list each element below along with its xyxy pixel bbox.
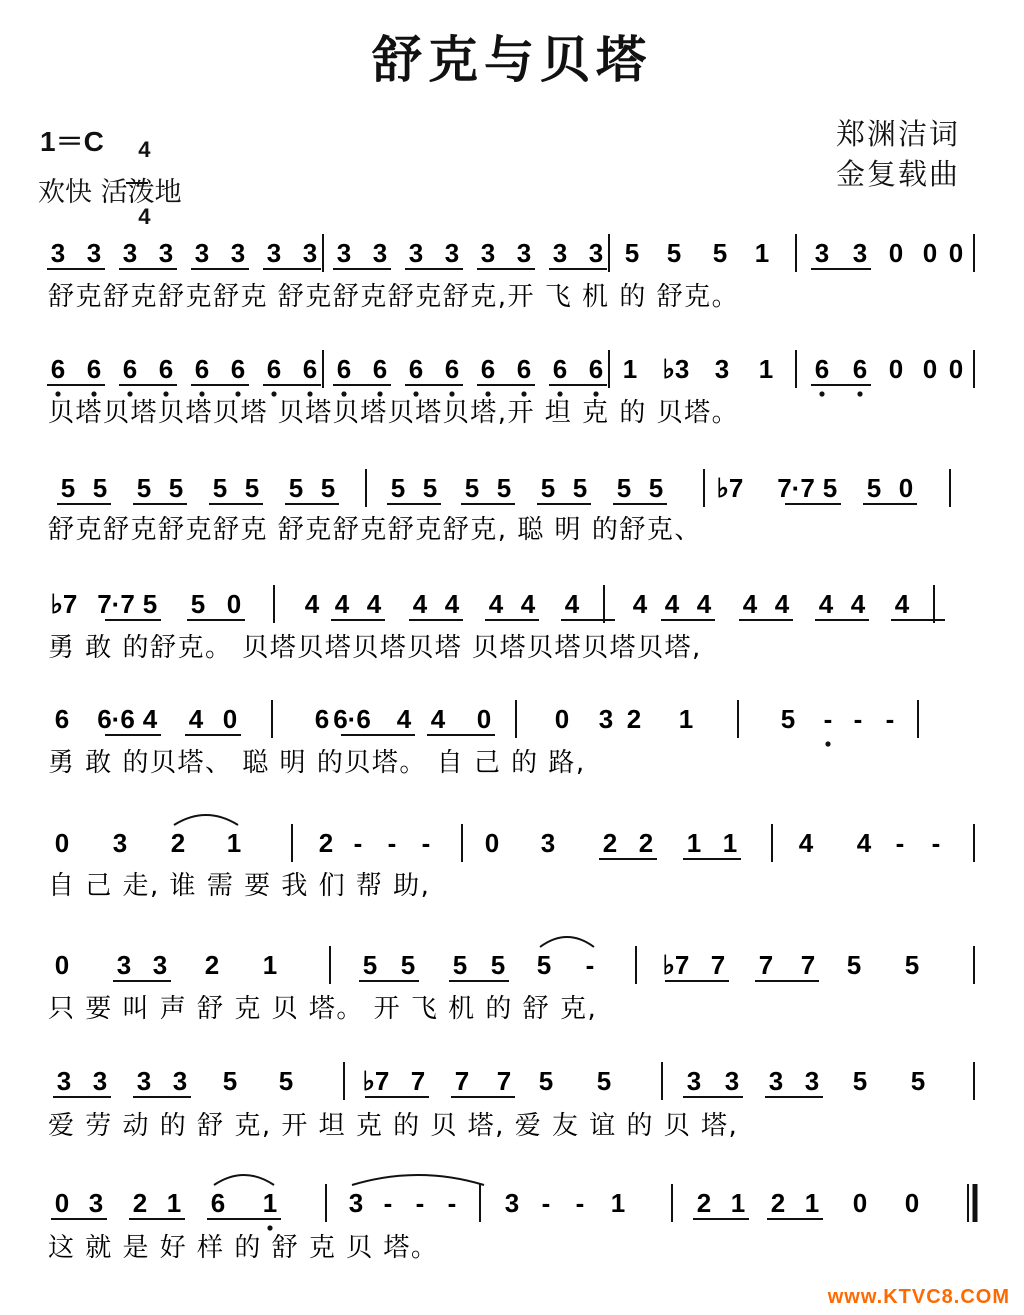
low-octave-dot <box>235 391 240 396</box>
lyric-line: 贝塔贝塔贝塔贝塔 贝塔贝塔贝塔贝塔,开 坦 克 的 贝塔。 <box>48 398 740 428</box>
note: 3 <box>768 1066 784 1096</box>
note: 5 <box>780 704 796 734</box>
note: 2 <box>170 828 186 858</box>
low-octave-dot <box>271 391 276 396</box>
note: 5 <box>866 473 882 503</box>
note: 6 <box>230 354 246 384</box>
note: 2 <box>696 1188 712 1218</box>
note: ♭7 <box>716 473 744 503</box>
note: 6 <box>814 354 830 384</box>
note: 4 <box>488 589 504 619</box>
note: 1 <box>804 1188 820 1218</box>
site-watermark: www.KTVC8.COM <box>827 1286 1010 1308</box>
note: 5 <box>496 473 512 503</box>
note: ♭7 <box>50 589 78 619</box>
note: 0 <box>948 238 964 268</box>
note: 7 <box>800 950 816 980</box>
note: 5 <box>168 473 184 503</box>
note: 3 <box>408 238 424 268</box>
note: 1 <box>730 1188 746 1218</box>
time-numerator: 4 <box>138 137 151 162</box>
lyric-line: 勇 敢 的舒克。 贝塔贝塔贝塔贝塔 贝塔贝塔贝塔贝塔, <box>48 633 702 663</box>
note: 4 <box>664 589 680 619</box>
note: 4 <box>856 828 872 858</box>
note: 5 <box>400 950 416 980</box>
note: 5 <box>666 238 682 268</box>
low-octave-dot <box>521 391 526 396</box>
note: 3 <box>266 238 282 268</box>
sustain-dash: - <box>575 1188 585 1218</box>
low-octave-dot <box>413 391 418 396</box>
note: 2 <box>602 828 618 858</box>
note: 0 <box>222 704 238 734</box>
note: 4 <box>564 589 580 619</box>
note: 0 <box>54 1188 70 1218</box>
note: 5 <box>540 473 556 503</box>
note: 4 <box>894 589 910 619</box>
note: 4 <box>188 704 204 734</box>
note: 3 <box>152 950 168 980</box>
note: 2 <box>770 1188 786 1218</box>
note: 0 <box>554 704 570 734</box>
low-octave-dot <box>485 391 490 396</box>
note: 4 <box>412 589 428 619</box>
note: 5 <box>712 238 728 268</box>
note: 5 <box>452 950 468 980</box>
note: 0 <box>922 354 938 384</box>
note: 3 <box>444 238 460 268</box>
note: 7 <box>410 1066 426 1096</box>
lyric-line: 这 就 是 好 样 的 舒 克 贝 塔。 <box>48 1233 439 1263</box>
low-octave-dot <box>341 391 346 396</box>
note: 6 <box>50 354 66 384</box>
note: 3 <box>686 1066 702 1096</box>
sustain-dash: - <box>421 828 431 858</box>
lyric-line: 勇 敢 的贝塔、 聪 明 的贝塔。 自 己 的 路, <box>48 748 586 778</box>
note: 7·7 <box>97 589 135 619</box>
lyric-line: 舒克舒克舒克舒克 舒克舒克舒克舒克, 聪 明 的舒克、 <box>48 515 702 545</box>
note: 4 <box>366 589 382 619</box>
note: 3 <box>348 1188 364 1218</box>
note: 7 <box>454 1066 470 1096</box>
note: 4 <box>430 704 446 734</box>
sustain-dash: - <box>853 704 863 734</box>
note: 2 <box>132 1188 148 1218</box>
sustain-dash: - <box>387 828 397 858</box>
note: 3 <box>88 1188 104 1218</box>
note: 0 <box>904 1188 920 1218</box>
note: 3 <box>230 238 246 268</box>
low-octave-dot <box>91 391 96 396</box>
note: 0 <box>54 950 70 980</box>
note: 5 <box>422 473 438 503</box>
note: 5 <box>822 473 838 503</box>
note: 3 <box>516 238 532 268</box>
sustain-dash: - <box>931 828 941 858</box>
note: 5 <box>288 473 304 503</box>
note: 0 <box>476 704 492 734</box>
note: 1 <box>722 828 738 858</box>
note: 1 <box>754 238 770 268</box>
note: 3 <box>372 238 388 268</box>
note: 3 <box>540 828 556 858</box>
slur <box>214 1175 274 1185</box>
low-octave-dot <box>449 391 454 396</box>
note: 4 <box>142 704 158 734</box>
note: 6 <box>552 354 568 384</box>
note: 5 <box>464 473 480 503</box>
note: 3 <box>480 238 496 268</box>
note: 0 <box>888 354 904 384</box>
note: 5 <box>536 950 552 980</box>
note: 5 <box>846 950 862 980</box>
note: 1 <box>678 704 694 734</box>
note: 6 <box>210 1188 226 1218</box>
note: 5 <box>910 1066 926 1096</box>
note: 2 <box>204 950 220 980</box>
note: 4 <box>396 704 412 734</box>
low-octave-dot <box>819 391 824 396</box>
sustain-dash: - <box>585 950 595 980</box>
sustain-dash: - <box>823 704 833 734</box>
note: 4 <box>334 589 350 619</box>
note: 4 <box>696 589 712 619</box>
note: 5 <box>904 950 920 980</box>
note: 5 <box>538 1066 554 1096</box>
note: 3 <box>158 238 174 268</box>
note: ♭7 <box>362 1066 390 1096</box>
note: 6 <box>444 354 460 384</box>
low-octave-dot <box>163 391 168 396</box>
note: 5 <box>390 473 406 503</box>
note: 1 <box>262 1188 278 1218</box>
note: 4 <box>304 589 320 619</box>
note: 4 <box>850 589 866 619</box>
note: 3 <box>714 354 730 384</box>
song-title: 舒克与贝塔 <box>372 30 652 89</box>
lyric-line: 爱 劳 动 的 舒 克, 开 坦 克 的 贝 塔, 爱 友 谊 的 贝 塔, <box>48 1111 739 1141</box>
note: 3 <box>336 238 352 268</box>
note: 3 <box>302 238 318 268</box>
sustain-dash: - <box>885 704 895 734</box>
composer-credit: 金复载曲 <box>836 157 961 191</box>
note: 3 <box>86 238 102 268</box>
note: 4 <box>632 589 648 619</box>
slur <box>352 1175 484 1185</box>
note: 5 <box>136 473 152 503</box>
note: 6 <box>372 354 388 384</box>
tempo-marking: 欢快 活泼地 <box>38 177 182 208</box>
note: 3 <box>194 238 210 268</box>
note: 6 <box>516 354 532 384</box>
note: 3 <box>116 950 132 980</box>
note: 6 <box>336 354 352 384</box>
note: 0 <box>484 828 500 858</box>
note: 1 <box>262 950 278 980</box>
low-octave-dot <box>199 391 204 396</box>
note: 5 <box>852 1066 868 1096</box>
note: 6 <box>408 354 424 384</box>
sustain-dash: - <box>383 1188 393 1218</box>
note: 6 <box>194 354 210 384</box>
lyricist-credit: 郑渊洁词 <box>836 117 961 151</box>
sustain-dash: - <box>447 1188 457 1218</box>
low-octave-dot <box>55 391 60 396</box>
note: 3 <box>814 238 830 268</box>
note: 1 <box>610 1188 626 1218</box>
note: 7 <box>710 950 726 980</box>
key-signature: 1＝C <box>40 126 104 157</box>
note: 0 <box>54 828 70 858</box>
low-octave-dot <box>857 391 862 396</box>
note: 3 <box>598 704 614 734</box>
note: 5 <box>362 950 378 980</box>
note: 6 <box>266 354 282 384</box>
note: 6 <box>86 354 102 384</box>
note: 3 <box>50 238 66 268</box>
note: 5 <box>222 1066 238 1096</box>
low-octave-dot <box>267 1225 272 1230</box>
note: 0 <box>852 1188 868 1218</box>
slur <box>540 937 594 947</box>
note: 4 <box>444 589 460 619</box>
note: 5 <box>60 473 76 503</box>
note: ♭7 <box>662 950 690 980</box>
note: 5 <box>490 950 506 980</box>
note: 3 <box>112 828 128 858</box>
note: ♭3 <box>662 354 690 384</box>
note: 1 <box>686 828 702 858</box>
note: 6 <box>588 354 604 384</box>
low-octave-dot <box>307 391 312 396</box>
note: 4 <box>520 589 536 619</box>
note: 2 <box>318 828 334 858</box>
low-octave-dot <box>825 741 830 746</box>
sustain-dash: - <box>895 828 905 858</box>
note: 6 <box>314 704 330 734</box>
note: 5 <box>624 238 640 268</box>
note: 3 <box>504 1188 520 1218</box>
note: 0 <box>898 473 914 503</box>
note: 3 <box>804 1066 820 1096</box>
note: 4 <box>742 589 758 619</box>
note: 4 <box>774 589 790 619</box>
note: 3 <box>852 238 868 268</box>
note: 3 <box>122 238 138 268</box>
note: 6 <box>480 354 496 384</box>
slur <box>174 815 238 825</box>
note: 5 <box>244 473 260 503</box>
note: 5 <box>648 473 664 503</box>
note: 1 <box>226 828 242 858</box>
sustain-dash: - <box>353 828 363 858</box>
note: 6 <box>54 704 70 734</box>
note: 3 <box>136 1066 152 1096</box>
note: 1 <box>758 354 774 384</box>
note: 5 <box>190 589 206 619</box>
note: 3 <box>588 238 604 268</box>
note: 7 <box>496 1066 512 1096</box>
low-octave-dot <box>557 391 562 396</box>
note: 6·6 <box>97 704 135 734</box>
note: 7 <box>758 950 774 980</box>
note: 5 <box>92 473 108 503</box>
low-octave-dot <box>377 391 382 396</box>
note: 5 <box>320 473 336 503</box>
note: 1 <box>622 354 638 384</box>
note: 6·6 <box>333 704 371 734</box>
note: 3 <box>552 238 568 268</box>
note: 5 <box>572 473 588 503</box>
lyric-line: 自 己 走, 谁 需 要 我 们 帮 助, <box>48 871 431 901</box>
low-octave-dot <box>593 391 598 396</box>
note: 3 <box>56 1066 72 1096</box>
time-denominator: 4 <box>138 204 151 229</box>
note: 2 <box>626 704 642 734</box>
note: 5 <box>212 473 228 503</box>
note: 4 <box>798 828 814 858</box>
note: 6 <box>852 354 868 384</box>
lyric-line: 只 要 叫 声 舒 克 贝 塔。 开 飞 机 的 舒 克, <box>48 994 598 1024</box>
sustain-dash: - <box>415 1188 425 1218</box>
note: 5 <box>278 1066 294 1096</box>
note: 2 <box>638 828 654 858</box>
note: 3 <box>724 1066 740 1096</box>
note: 3 <box>172 1066 188 1096</box>
note: 5 <box>142 589 158 619</box>
note: 0 <box>226 589 242 619</box>
note: 7·7 <box>777 473 815 503</box>
note: 6 <box>122 354 138 384</box>
note: 0 <box>922 238 938 268</box>
note: 5 <box>596 1066 612 1096</box>
low-octave-dot <box>127 391 132 396</box>
note: 1 <box>166 1188 182 1218</box>
lyric-line: 舒克舒克舒克舒克 舒克舒克舒克舒克,开 飞 机 的 舒克。 <box>48 282 740 312</box>
note: 0 <box>948 354 964 384</box>
sustain-dash: - <box>541 1188 551 1218</box>
note: 6 <box>302 354 318 384</box>
note: 0 <box>888 238 904 268</box>
note: 4 <box>818 589 834 619</box>
note: 3 <box>92 1066 108 1096</box>
note: 6 <box>158 354 174 384</box>
note: 5 <box>616 473 632 503</box>
